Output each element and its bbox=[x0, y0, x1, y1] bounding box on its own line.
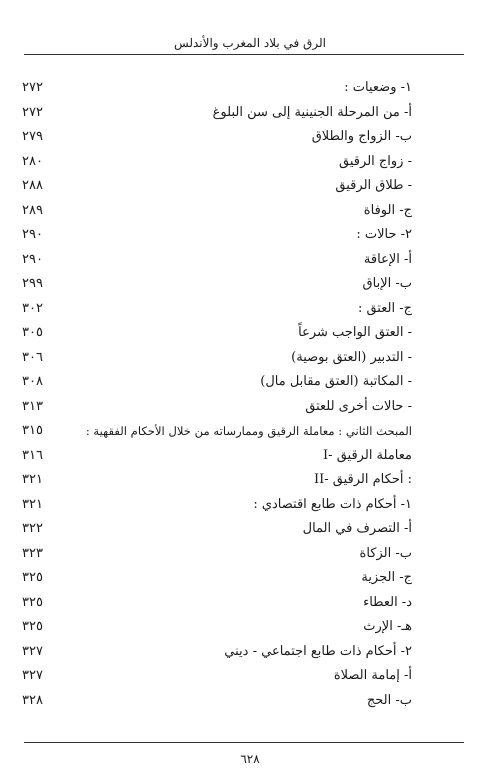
toc-entry-page: ٢٩٩ bbox=[22, 276, 43, 291]
toc-entry-title: - العتق الواجب شرعاً bbox=[298, 325, 412, 340]
toc-entry-page: ٣٢١ bbox=[22, 496, 43, 512]
toc-entry-title: ج- الجزية bbox=[361, 570, 412, 585]
toc-entry-page: ٢٨٩ bbox=[22, 202, 43, 218]
toc-entry bbox=[0, 323, 500, 348]
toc-entry-page: ٢٧٢ bbox=[22, 104, 43, 120]
toc-entry-title: ٢- حالات : bbox=[356, 227, 412, 242]
toc-entry-page: ٣٢١ bbox=[22, 472, 43, 487]
toc-entry bbox=[0, 421, 500, 446]
toc-entry-title: المبحث الثاني : معاملة الرقيق وممارساته من خلال الأحكام الفقهية : bbox=[85, 424, 412, 438]
toc-entry-page: ٢٧٢ bbox=[22, 80, 43, 95]
toc-entry-title: II- أحكام الرقيق : bbox=[313, 472, 412, 487]
toc-entry bbox=[0, 568, 500, 593]
toc-entry-page: ٢٨٠ bbox=[22, 153, 43, 169]
toc-entry bbox=[0, 372, 500, 397]
toc-entry bbox=[0, 250, 500, 275]
header-rule bbox=[24, 54, 464, 55]
toc-entry bbox=[0, 152, 500, 177]
toc-entry-page: ٢٩٠ bbox=[22, 227, 43, 242]
toc-entry bbox=[0, 495, 500, 520]
toc-entry bbox=[0, 78, 500, 103]
toc-entry-title: أ- من المرحلة الجنينية إلى سن البلوغ bbox=[212, 104, 412, 120]
toc-entry-page: ٣٢٥ bbox=[22, 570, 43, 585]
toc-entry-page: ٣٠٢ bbox=[22, 300, 43, 316]
toc-entry-title: - التدبير (العتق بوصية) bbox=[291, 349, 412, 365]
toc-entry-page: ٣٠٥ bbox=[22, 325, 43, 340]
toc-entry bbox=[0, 299, 500, 324]
toc-entry-page: ٣٢٣ bbox=[22, 545, 43, 561]
toc-entry-page: ٢٩٠ bbox=[22, 251, 43, 267]
toc-entry bbox=[0, 519, 500, 544]
footer-rule bbox=[24, 742, 464, 743]
toc-entry-title: ب- الحج bbox=[366, 692, 412, 708]
toc-entry-page: ٣١٥ bbox=[22, 423, 43, 438]
toc-entry bbox=[0, 397, 500, 422]
toc-entry-page: ٣٢٧ bbox=[22, 668, 43, 683]
toc-entry-page: ٣٢٥ bbox=[22, 619, 43, 634]
toc-entry-title: - زواج الرقيق bbox=[339, 153, 412, 169]
toc-entry-title: ٢- أحكام ذات طابع اجتماعي - ديني bbox=[224, 643, 412, 659]
toc-entry-page: ٣٠٦ bbox=[22, 349, 43, 365]
toc-entry bbox=[0, 593, 500, 618]
toc-entry-page: ٣٢٢ bbox=[22, 521, 43, 536]
toc-entry bbox=[0, 617, 500, 642]
toc-entry bbox=[0, 201, 500, 226]
toc-entry-title: I- معاملة الرقيق bbox=[323, 447, 412, 463]
toc-entry-title: ١- وضعيات : bbox=[344, 80, 412, 95]
toc-entry bbox=[0, 544, 500, 569]
toc-entry bbox=[0, 470, 500, 495]
toc-entry-page: ٣١٣ bbox=[22, 398, 43, 414]
toc-entry-title: هـ- الإرث bbox=[363, 619, 412, 634]
table-of-contents bbox=[0, 78, 500, 715]
page-number: ٦٢٨ bbox=[240, 752, 260, 766]
toc-entry-page: ٢٨٨ bbox=[22, 178, 43, 193]
toc-entry bbox=[0, 225, 500, 250]
toc-entry-title: ج- الوفاة bbox=[363, 202, 412, 218]
toc-entry bbox=[0, 176, 500, 201]
toc-entry-title: د- العطاء bbox=[363, 594, 412, 610]
toc-entry-title: - المكاتبة (العتق مقابل مال) bbox=[260, 374, 412, 389]
toc-entry-title: ب- الزكاة bbox=[359, 545, 412, 561]
toc-entry-page: ٣٢٧ bbox=[22, 643, 43, 659]
toc-entry bbox=[0, 666, 500, 691]
toc-entry-page: ٣٢٨ bbox=[22, 692, 43, 708]
toc-entry-page: ٣١٦ bbox=[22, 447, 43, 463]
toc-entry bbox=[0, 446, 500, 471]
toc-entry-title: ج- العتق : bbox=[357, 300, 412, 316]
toc-entry-title: أ- التصرف في المال bbox=[302, 521, 412, 536]
toc-entry-page: ٢٧٩ bbox=[22, 129, 43, 144]
toc-entry bbox=[0, 642, 500, 667]
toc-entry bbox=[0, 691, 500, 716]
toc-entry-page: ٣٠٨ bbox=[22, 374, 43, 389]
toc-entry-title: أ- الإعاقة bbox=[363, 251, 412, 267]
running-header: الرق في بلاد المغرب والأندلس bbox=[174, 36, 326, 50]
toc-entry-title: أ- إمامة الصلاة bbox=[333, 668, 412, 683]
toc-entry bbox=[0, 274, 500, 299]
toc-entry-page: ٣٢٥ bbox=[22, 594, 43, 610]
toc-entry-title: - طلاق الرقيق bbox=[335, 178, 412, 193]
toc-entry-title: ب- الزواج والطلاق bbox=[311, 129, 412, 144]
toc-entry-title: ب- الإباق bbox=[362, 276, 412, 291]
toc-entry-title: - حالات أخرى للعتق bbox=[305, 398, 412, 414]
toc-entry bbox=[0, 103, 500, 128]
toc-entry-title: ١- أحكام ذات طابع اقتصادي : bbox=[253, 496, 412, 512]
toc-entry bbox=[0, 127, 500, 152]
toc-entry bbox=[0, 348, 500, 373]
